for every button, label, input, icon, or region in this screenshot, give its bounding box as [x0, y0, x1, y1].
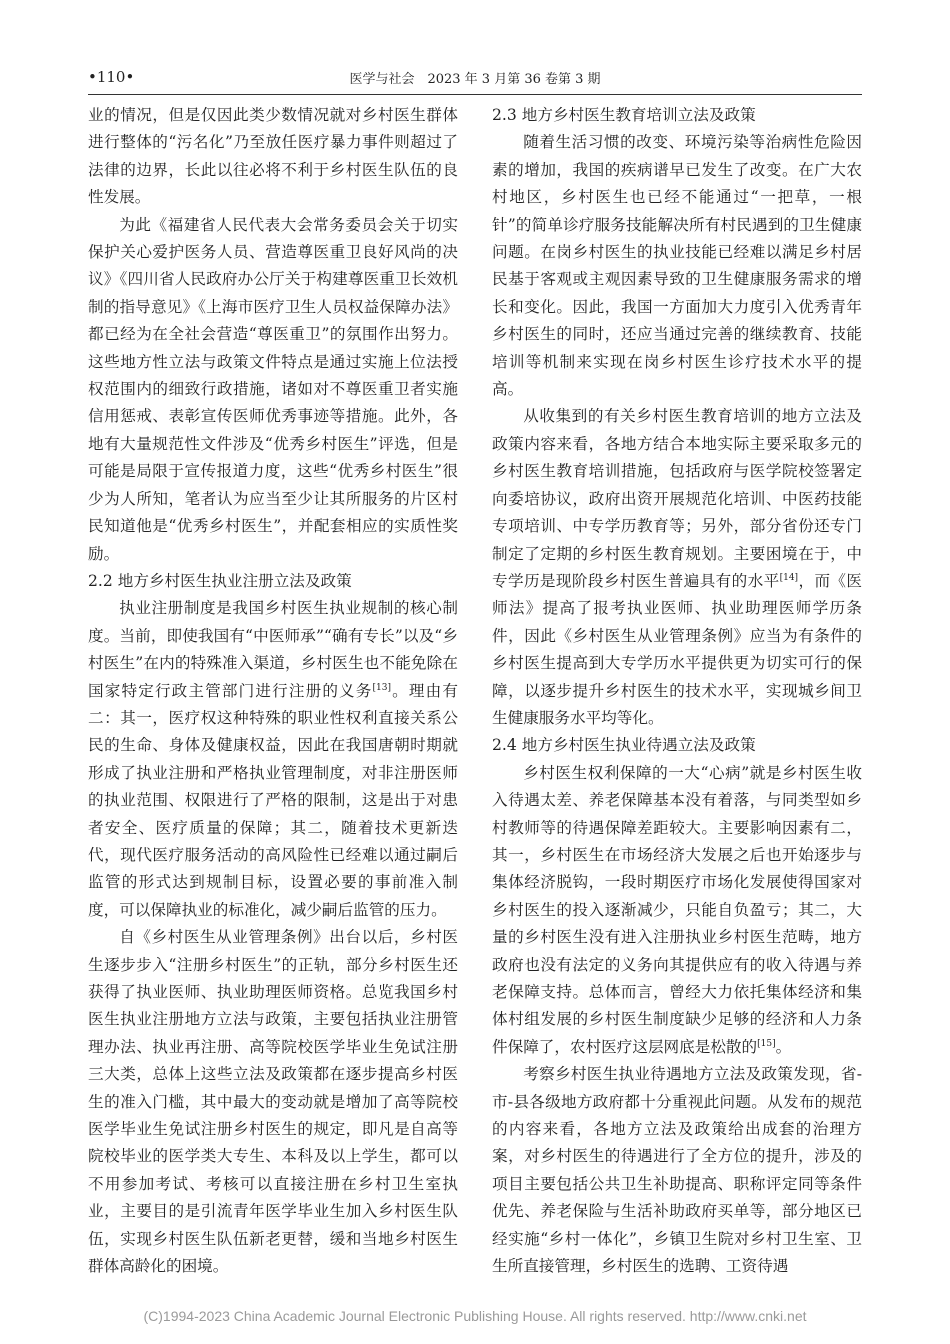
citation-ref[interactable]: [13]: [372, 682, 392, 693]
journal-info: 医学与社会 2023 年 3 月第 36 卷第 3 期: [349, 72, 601, 87]
paragraph: 业的情况，但是仅因此类少数情况就对乡村医生群体进行整体的“污名化”乃至放任医疗暴力事件则超过了法律的边界，长此以往必将不利于乡村医生队伍的良性发展。: [88, 106, 458, 207]
paragraph-text: 。理由有二：其一，医疗权这种特殊的职业性权利直接关系公民的生命、身体及健康权益，因此在我国唐朝时期就形成了执业注册和严格执业管理制度，对非注册医师的执业范围、权限进行了严格的限制，这是出于对患者安全、医疗质量的保障；其二，随着技术更新迭代，现代医疗服务活动的高风险性已经难以通过嗣后监管的形式达到规制目标，设置必要的事前准入制度，可以保障执业的标准化，减少嗣后监管的压力。: [88, 681, 458, 919]
paragraph: [88, 595, 458, 924]
paragraph-text: 。: [775, 1037, 792, 1056]
paragraph: [492, 760, 862, 1061]
page-number: •110•: [88, 68, 135, 86]
paragraph: 考察乡村医生执业待遇地方立法及政策发现，省-市-县各级地方政府都十分重视此问题。从发布的规范的内容来看，各地方立法及政策给出成套的治理方案，对乡村医生的待遇进行了全方位的提升，涉及的项目主要包括公共卫生补助提高、职称评定同等条件优先、养老保险与生活补助政府买单等，部分地区已经实施“乡村一体化”，乡镇卫生院对乡村卫生室、卫生所直接管理，乡村医生的选聘、工资待遇: [492, 1065, 862, 1276]
section-heading-2-3: 2.3 地方乡村医生教育培训立法及政策: [492, 106, 756, 124]
left-column: [88, 102, 458, 1280]
paragraph: 自《乡村医生从业管理条例》出台以后，乡村医生逐步步入“注册乡村医生”的正轨，部分乡村医生还获得了执业医师、执业助理医师资格。总览我国乡村医生执业注册地方立法与政策，主要包括执业注册管理办法、执业再注册、高等院校医学毕业生免试注册三大类，总体上这些立法及政策都在逐步提高乡村医生的准入门槛，其中最大的变动就是增加了高等院校医学毕业生免试注册乡村医生的规定，即凡是自高等院校毕业的医学类大专生、本科及以上学生，都可以不用参加考试、考核可以直接注册在乡村卫生室执业，主要目的是引流青年医学毕业生加入乡村医生队伍，实现乡村医生队伍新老更替，缓和当地乡村医生群体高龄化的困境。: [88, 928, 458, 1276]
paragraph-text: ，而《医师法》提高了报考执业医师、执业助理医师学历条件，因此《乡村医生从业管理条例》应当为有条件的乡村医生提高到大专学历水平提供更为切实可行的保障，以逐步提升乡村医生的技术水平，实现城乡间卫生健康服务水平均等化。: [492, 571, 862, 727]
section-heading-2-2: 2.2 地方乡村医生执业注册立法及政策: [88, 571, 352, 590]
paragraph: 随着生活习惯的改变、环境污染等治病性危险因素的增加，我国的疾病谱早已发生了改变。在广大农村地区，乡村医生也已经不能通过“一把草，一根针”的简单诊疗服务技能解决所有村民遇到的卫生健康问题。在岗乡村医生的执业技能已经难以满足乡村居民基于客观或主观因素导致的卫生健康服务需求的增长和变化。因此，我国一方面加大力度引入优秀青年乡村医生的同时，还应当通过完善的继续教育、技能培训等机制来实现在岗乡村医生诊疗技术水平的提高。: [492, 133, 862, 399]
copyright-footer: (C)1994-2023 China Academic Journal Electronic Publishing House. All rights reserved. http://www.cnki.net: [143, 1308, 807, 1324]
paragraph-text: 从收集到的有关乡村医生教育培训的地方立法及政策内容来看，各地方结合本地实际主要采取多元的乡村医生教育培训措施，包括政府与医学院校签署定向委培协议，政府出资开展规范化培训、中医药技能专项培训、中专学历教育等；另外，部分省份还专门制定了定期的乡村医生教育规划。主要困境在于，中专学历是现阶段乡村医生普遍具有的水平: [492, 407, 862, 590]
right-column: [492, 102, 862, 1280]
header-rule: [88, 94, 862, 95]
section-heading-2-4: 2.4 地方乡村医生执业待遇立法及政策: [492, 736, 756, 755]
citation-ref[interactable]: [14]: [779, 572, 799, 583]
citation-ref[interactable]: [15]: [757, 1038, 776, 1049]
paragraph: 为此《福建省人民代表大会常务委员会关于切实保护关心爱护医务人员、营造尊医重卫良好风尚的决议》《四川省人民政府办公厅关于构建尊医重卫长效机制的指导意见》《上海市医疗卫生人员权益保障办法》都已经为在全社会营造“尊医重卫”的氛围作出努力。这些地方性立法与政策文件特点是通过实施上位法授权范围内的细致行政措施，诸如对不尊医重卫者实施信用惩戒、表彰宣传医师优秀事迹等措施。此外，各地有大量规范性文件涉及“优秀乡村医生”评选，但是可能是局限于宣传报道力度，这些“优秀乡村医生”很少为人所知，笔者认为应当至少让其所服务的片区村民知道他是“优秀乡村医生”，并配套相应的实质性奖励。: [88, 215, 458, 563]
paragraph-text: 执业注册制度是我国乡村医生执业规制的核心制度。当前，即使我国有“中医师承”“确有专长”以及“乡村医生”在内的特殊准入渠道，乡村医生也不能免除在国家特定行政主管部门进行注册的义务: [88, 599, 458, 700]
paragraph-text: 乡村医生权利保障的一大“心病”就是乡村医生收入待遇太差、养老保障基本没有着落，与同类型如乡村教师等的待遇保障差距较大。主要影响因素有二，其一，乡村医生在市场经济大发展之后也开始逐步与集体经济脱钩，一段时期医疗市场化发展使得国家对乡村医生的投入逐渐减少，只能自负盈亏；其二，大量的乡村医生没有进入注册执业乡村医生范畴，地方政府也没有法定的义务向其提供应有的收入待遇与养老保障支持。总体而言，曾经大力依托集体经济和集体村组发展的乡村医生制度缺少足够的经济和人力条件保障了，农村医疗这层网底是松散的: [492, 763, 862, 1056]
paragraph: [492, 403, 862, 732]
page-header: [88, 66, 862, 90]
